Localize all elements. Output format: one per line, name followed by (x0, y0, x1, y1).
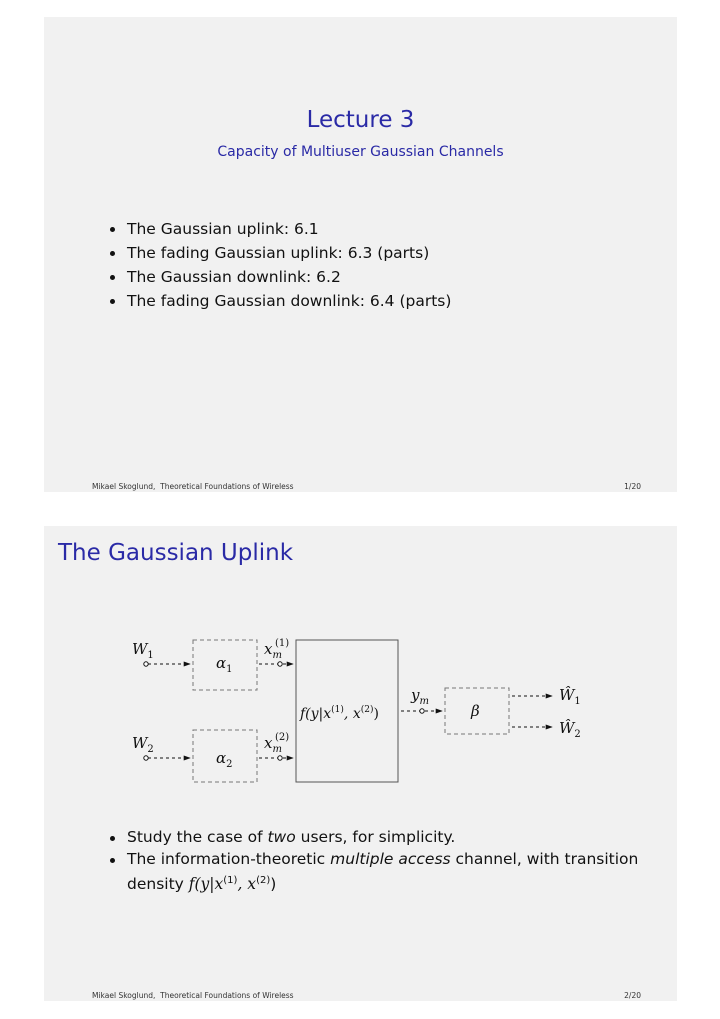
channel-label: $f(y|x^{(1)}$, $x^{(2)}$) (300, 705, 379, 722)
x1-terminal (278, 662, 282, 666)
slide-1 (44, 17, 677, 492)
bullet-item (108, 265, 451, 289)
bullet-dot-icon (110, 858, 115, 863)
bullet-item (108, 826, 668, 848)
w1-label: $W_1$ (132, 640, 154, 661)
x1-label: $x_m$ (264, 640, 282, 661)
y-label: $y_m$ (411, 686, 429, 707)
slide-1-title: Lecture 3 (306, 107, 415, 133)
bullet-item (108, 848, 668, 895)
encoder-1-label: $\alpha_1$ (216, 654, 233, 675)
slide-1-bullet-list (108, 217, 451, 313)
bullet-dot-icon (110, 227, 115, 232)
bullet-dot-icon (110, 275, 115, 280)
bullet-dot-icon (110, 836, 115, 841)
bullet-item (108, 217, 451, 241)
encoder-2-label: $\alpha_2$ (216, 749, 233, 770)
slide-2-footer (92, 991, 294, 1000)
slide-2-page-number: 2/20 (624, 991, 641, 1000)
slide-2-title: The Gaussian Uplink (58, 540, 294, 566)
bullet-dot-icon (110, 251, 115, 256)
bullet-dot-icon (110, 299, 115, 304)
footer-course: Theoretical Foundations of Wireless (160, 482, 294, 491)
slide-2 (44, 526, 677, 1001)
what1-label: $Ŵ_1$ (559, 686, 581, 707)
w2-label: $W_2$ (132, 734, 154, 755)
decoder-label: β (471, 702, 480, 720)
w2-terminal (144, 756, 148, 760)
slide-1-subtitle: Capacity of Multiuser Gaussian Channels (217, 144, 504, 160)
w1-terminal (144, 662, 148, 666)
bullet-item (108, 241, 451, 265)
bullet-item (108, 289, 451, 313)
footer-author: Mikael Skoglund, (92, 991, 156, 1000)
multiple-access-channel-diagram (44, 526, 677, 816)
bullet-text: The information-theoretic multiple access channel, with transition density $f(y|x^{(1)}$, $x^{(2)}$) (127, 850, 639, 894)
what2-label: $Ŵ_2$ (559, 719, 581, 740)
slide-1-footer (92, 482, 294, 491)
bullet-text: Study the case of two users, for simplicity. (127, 828, 456, 846)
x2-superscript: (2) (275, 732, 290, 743)
slide-1-page-number: 1/20 (624, 482, 641, 491)
x2-label: $x_m$ (264, 734, 282, 755)
bullet-text: The Gaussian uplink: 6.1 (127, 220, 319, 238)
footer-author: Mikael Skoglund, (92, 482, 156, 491)
bullet-text: The Gaussian downlink: 6.2 (127, 268, 341, 286)
footer-course: Theoretical Foundations of Wireless (160, 991, 294, 1000)
x1-superscript: (1) (275, 638, 290, 649)
bullet-text: The fading Gaussian downlink: 6.4 (parts) (127, 292, 452, 310)
slide-2-bullet-list (108, 826, 668, 895)
y-terminal (420, 709, 424, 713)
x2-terminal (278, 756, 282, 760)
bullet-text: The fading Gaussian uplink: 6.3 (parts) (127, 244, 430, 262)
